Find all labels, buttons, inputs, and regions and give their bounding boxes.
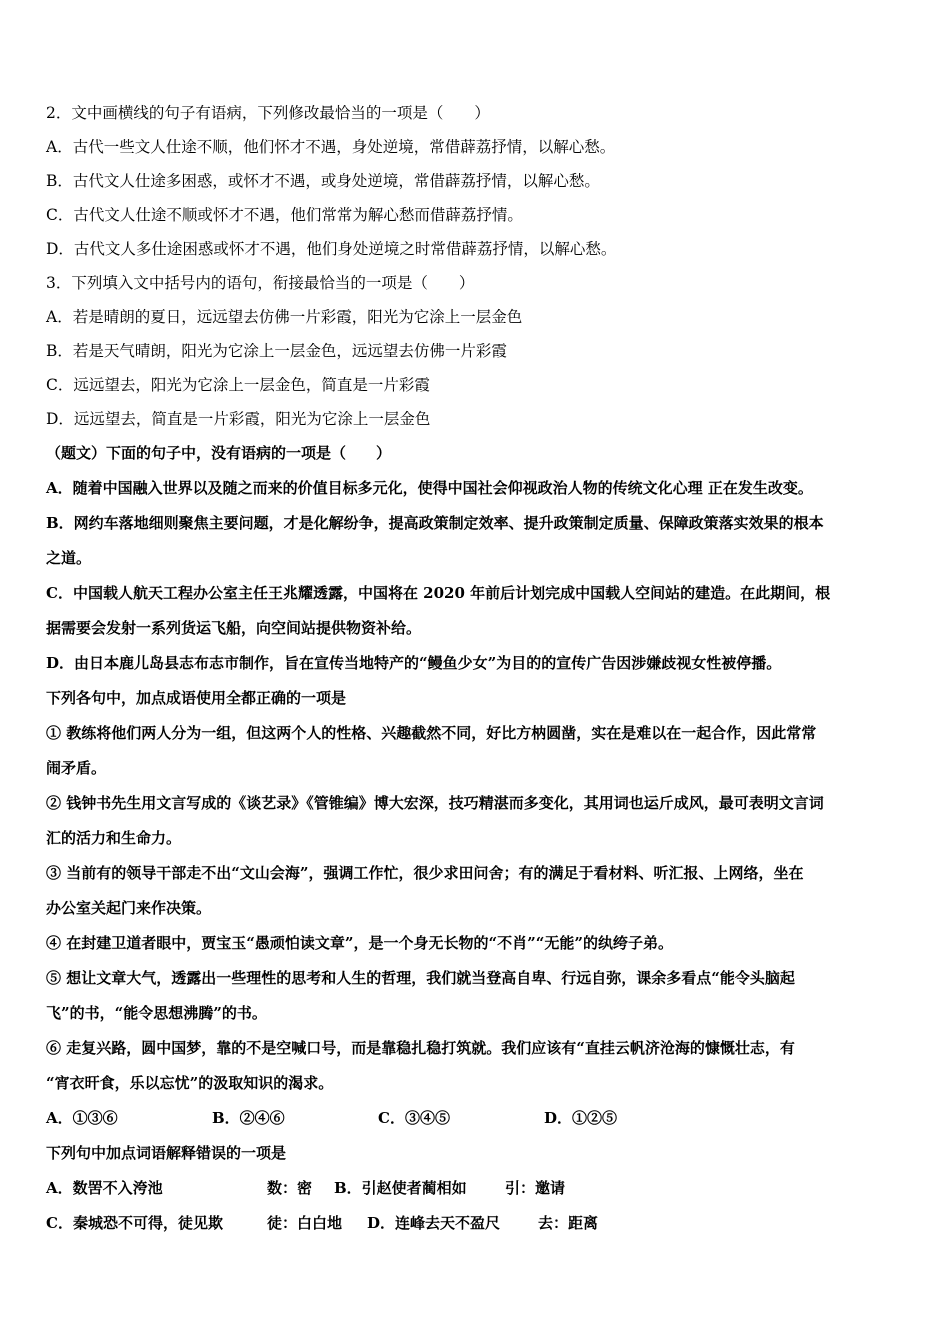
q4-stem: （题文）下面的句子中，没有语病的一项是（ ） bbox=[46, 444, 392, 462]
q4-option-c-line1: C．中国载人航天工程办公室主任王兆耀透露，中国将在 2020 年前后计划完成中国载人空间站的建造。在此期间，根 bbox=[46, 584, 831, 602]
q2-option-b: B．古代文人仕途多困惑，或怀才不遇，或身处逆境，常借薜荔抒情，以解心愁。 bbox=[46, 172, 600, 190]
q5-sentence-3-line1: ③ 当前有的领导干部走不出“文山会海”，强调工作忙，很少求田问舍；有的满足于看材料、听汇报、上网络，坐在 bbox=[46, 864, 804, 882]
q5-sentence-5-line2: 飞”的书，“能令思想沸腾”的书。 bbox=[46, 1004, 267, 1022]
q5-sentence-5-line1: ⑤ 想让文章大气，透露出一些理性的思考和人生的哲理，我们就当登高自卑、行远自弥，课余多看点“能令头脑起 bbox=[46, 969, 795, 987]
q5-options bbox=[46, 1101, 908, 1136]
q5-option-a: A．①③⑥ bbox=[46, 1109, 118, 1127]
q6-options-row1 bbox=[46, 1171, 908, 1206]
q2-option-d: D．古代文人多仕途困惑或怀才不遇，他们身处逆境之时常借薜荔抒情，以解心愁。 bbox=[46, 240, 617, 258]
q5-sentence-2-line1: ② 钱钟书先生用文言写成的《谈艺录》《管锥编》博大宏深，技巧精湛而多变化，其用词也运斤成风，最可表明文言词 bbox=[46, 794, 824, 812]
q6-stem: 下列句中加点词语解释错误的一项是 bbox=[46, 1144, 287, 1162]
q6-option-a-note: 数：密 bbox=[267, 1179, 313, 1197]
exam-page bbox=[46, 96, 908, 1241]
q5-sentence-2-line2: 汇的活力和生命力。 bbox=[46, 829, 182, 847]
q3-option-a: A．若是晴朗的夏日，远远望去仿佛一片彩霞，阳光为它涂上一层金色 bbox=[46, 308, 523, 326]
q5-sentence-4: ④ 在封建卫道者眼中，贾宝玉“愚顽怕读文章”，是一个身无长物的“不肖”“无能”的纨绔子弟。 bbox=[46, 934, 673, 952]
q6-option-b: B．引赵使者蔺相如 bbox=[334, 1179, 467, 1197]
q3-option-b: B．若是天气晴朗，阳光为它涂上一层金色，远远望去仿佛一片彩霞 bbox=[46, 342, 507, 360]
q6-option-d: D．连峰去天不盈尺 bbox=[367, 1214, 501, 1232]
q2-option-a: A．古代一些文人仕途不顺，他们怀才不遇，身处逆境，常借薜荔抒情，以解心愁。 bbox=[46, 138, 616, 156]
q4-option-c-line2: 据需要会发射一系列货运飞船，向空间站提供物资补给。 bbox=[46, 619, 422, 637]
q5-sentence-6-line1: ⑥ 走复兴路，圆中国梦，靠的不是空喊口号，而是靠稳扎稳打筑就。我们应该有“直挂云帆济沧海的慷慨壮志，有 bbox=[46, 1039, 795, 1057]
q6-option-d-note: 去：距离 bbox=[538, 1214, 599, 1232]
q3-stem: 3．下列填入文中括号内的语句，衔接最恰当的一项是（ ） bbox=[46, 274, 475, 292]
q5-stem: 下列各句中，加点成语使用全都正确的一项是 bbox=[46, 689, 347, 707]
q4-option-a: A．随着中国融入世界以及随之而来的价值目标多元化，使得中国社会仰视政治人物的传统文化心理 正在发生改变。 bbox=[46, 479, 813, 497]
q6-option-b-note: 引：邀请 bbox=[505, 1179, 566, 1197]
q3-option-d: D．远远望去，简直是一片彩霞，阳光为它涂上一层金色 bbox=[46, 410, 431, 428]
q6-options-row2 bbox=[46, 1206, 908, 1241]
q4-option-b-line2: 之道。 bbox=[46, 549, 92, 567]
q5-sentence-1-line2: 闹矛盾。 bbox=[46, 759, 107, 777]
q5-option-d: D．①②⑤ bbox=[544, 1109, 618, 1127]
q4-option-b-line1: B．网约车落地细则聚焦主要问题，才是化解纷争，提高政策制定效率、提升政策制定质量、保障政策落实效果的根本 bbox=[46, 514, 824, 532]
q5-option-b: B．②④⑥ bbox=[212, 1109, 285, 1127]
q3-option-c: C．远远望去，阳光为它涂上一层金色，简直是一片彩霞 bbox=[46, 376, 430, 394]
q6-option-a: A．数罟不入洿池 bbox=[46, 1179, 163, 1197]
q5-sentence-6-line2: “宵衣旰食，乐以忘忧”的汲取知识的渴求。 bbox=[46, 1074, 334, 1092]
q2-option-c: C．古代文人仕途不顺或怀才不遇，他们常常为解心愁而借薜荔抒情。 bbox=[46, 206, 523, 224]
q5-option-c: C．③④⑤ bbox=[378, 1109, 450, 1127]
q6-option-c-note: 徒：白白地 bbox=[267, 1214, 343, 1232]
q5-sentence-3-line2: 办公室关起门来作决策。 bbox=[46, 899, 212, 917]
q2-stem: 2．文中画横线的句子有语病，下列修改最恰当的一项是（ ） bbox=[46, 104, 490, 122]
q4-option-d: D．由日本鹿儿岛县志布志市制作，旨在宣传当地特产的“鳗鱼少女”为目的的宣传广告因涉嫌歧视女性被停播。 bbox=[46, 654, 782, 672]
q6-option-c: C．秦城恐不可得，徒见欺 bbox=[46, 1214, 223, 1232]
q5-sentence-1-line1: ① 教练将他们两人分为一组，但这两个人的性格、兴趣截然不同，好比方枘圆凿，实在是难以在一起合作，因此常常 bbox=[46, 724, 817, 742]
